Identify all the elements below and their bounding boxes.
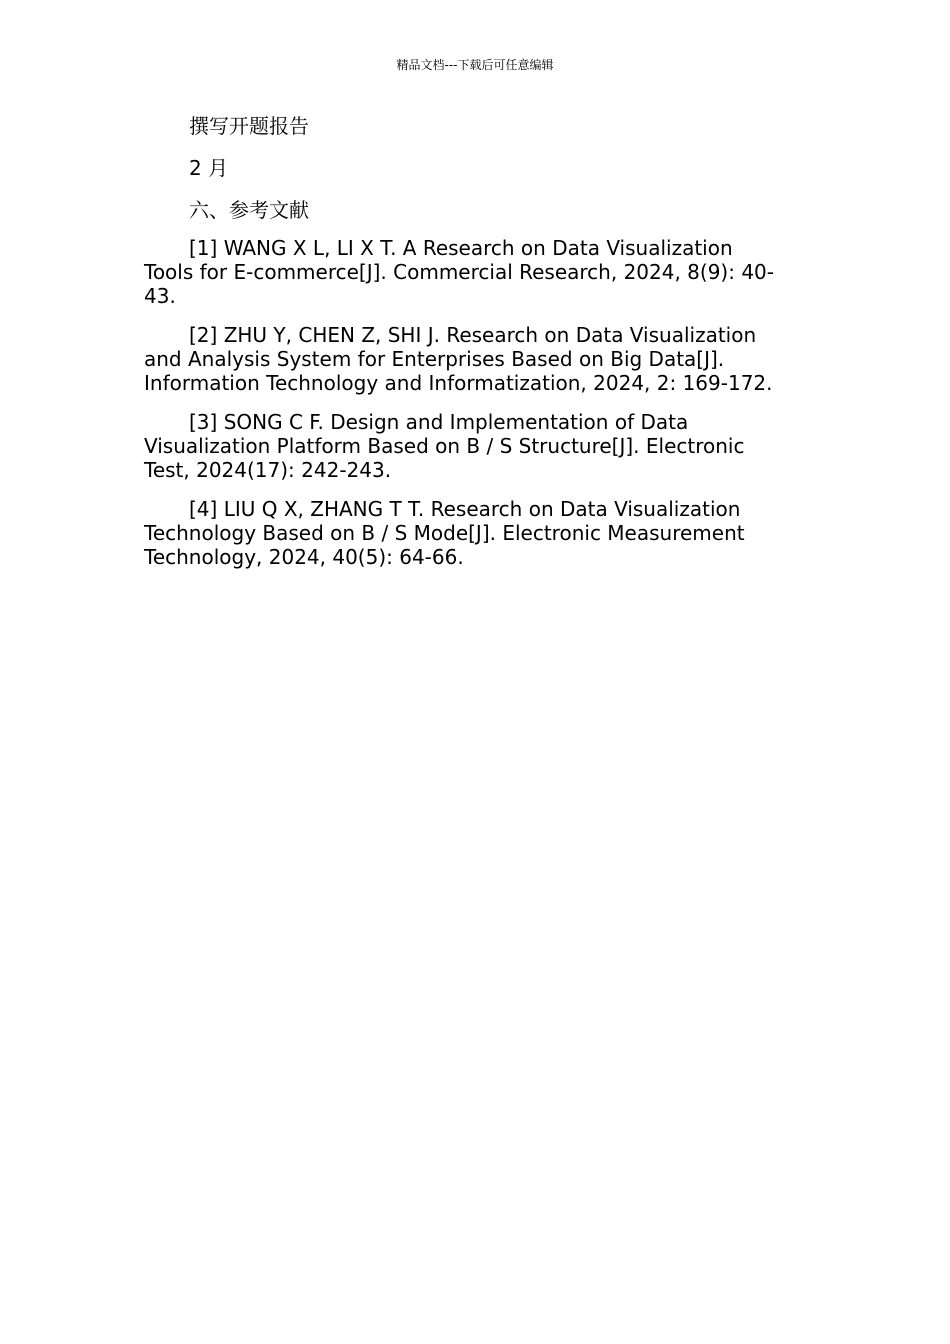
reference-line: [2] ZHU Y, CHEN Z, SHI J. Research on Data Visualization <box>189 323 757 347</box>
reference-line: Test, 2024(17): 242-243. <box>144 458 392 482</box>
reference-item <box>144 236 812 308</box>
schedule-task-text: 撰写开题报告 <box>189 114 309 138</box>
reference-line: Technology, 2024, 40(5): 64-66. <box>144 545 464 569</box>
reference-line: [1] WANG X L, LI X T. A Research on Data Visualization <box>189 236 733 260</box>
reference-item <box>144 323 812 395</box>
reference-item <box>144 497 812 569</box>
reference-line: Information Technology and Informatization, 2024, 2: 169-172. <box>144 371 773 395</box>
reference-line: [3] SONG C F. Design and Implementation of Data <box>189 410 689 434</box>
reference-line: 43. <box>144 284 176 308</box>
document-body <box>144 114 812 584</box>
reference-line: Visualization Platform Based on B / S Structure[J]. Electronic <box>144 434 745 458</box>
section-heading: 六、参考文献 <box>189 198 309 222</box>
reference-line: and Analysis System for Enterprises Based on Big Data[J]. <box>144 347 725 371</box>
reference-line: Technology Based on B / S Mode[J]. Electronic Measurement <box>144 521 745 545</box>
reference-item <box>144 410 812 482</box>
reference-line: Tools for E-commerce[J]. Commercial Research, 2024, 8(9): 40- <box>144 260 774 284</box>
schedule-month-text: 2 月 <box>189 156 229 180</box>
page-header: 精品文档---下载后可任意编辑 <box>396 58 554 72</box>
reference-line: [4] LIU Q X, ZHANG T T. Research on Data Visualization <box>189 497 741 521</box>
reference-list <box>144 236 812 569</box>
intro-block <box>144 114 812 222</box>
